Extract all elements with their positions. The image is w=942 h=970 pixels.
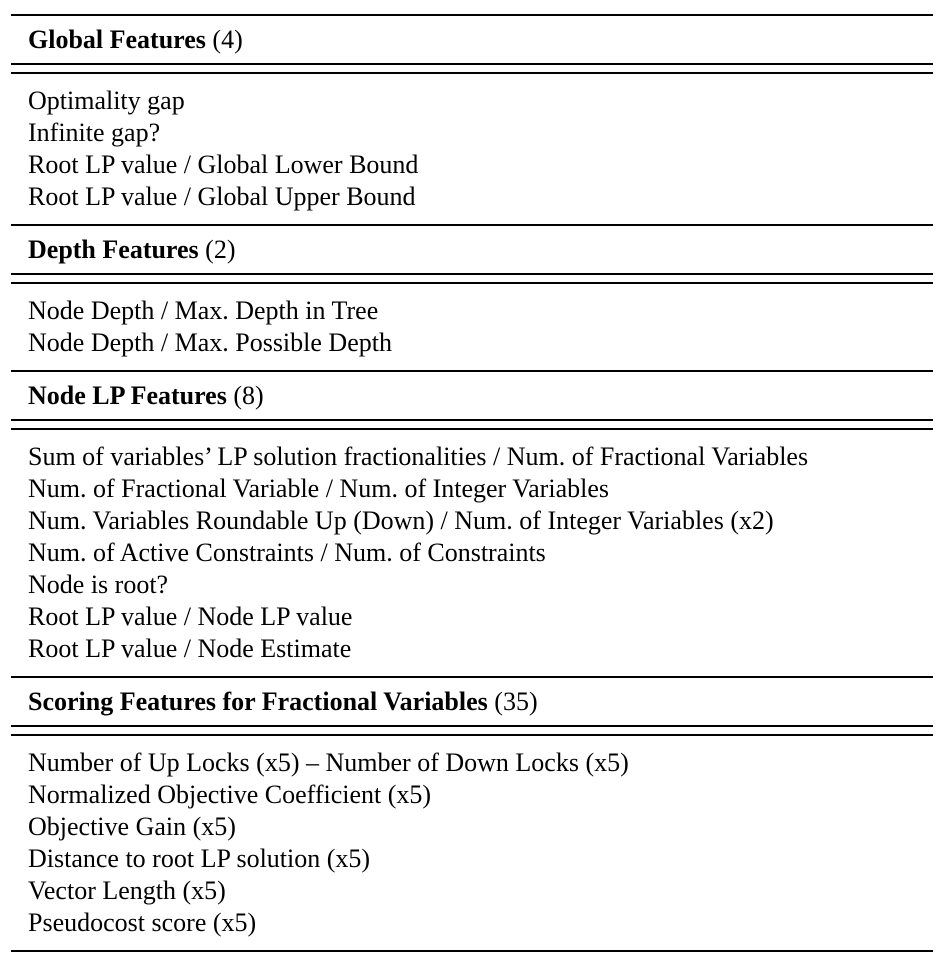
rule-gap [11,421,933,428]
rule-single-bottom [11,950,933,952]
section-body-node-lp [11,430,933,676]
rule-gap [11,727,933,734]
section-count: (35) [494,687,538,716]
section-count: (8) [233,381,264,410]
feature-item: Normalized Objective Coefficient (x5) [28,780,432,809]
feature-item: Infinite gap? [28,118,161,147]
feature-item: Number of Up Locks (x5) – Number of Down Locks (x5) [28,748,629,777]
feature-item: Num. Variables Roundable Up (Down) / Num. of Integer Variables (x2) [28,506,774,535]
section-title: Scoring Features for Fractional Variables [28,687,488,716]
rule-double [11,419,933,430]
section-title: Depth Features [28,235,199,264]
feature-item: Node is root? [28,570,169,599]
rule-double [11,725,933,736]
section-title: Global Features [28,25,206,54]
section-body-global [11,74,933,224]
feature-item: Objective Gain (x5) [28,812,236,841]
feature-item: Distance to root LP solution (x5) [28,844,371,873]
rule-double [11,273,933,284]
feature-item: Pseudocost score (x5) [28,908,257,937]
feature-item: Vector Length (x5) [28,876,226,905]
feature-item: Root LP value / Global Upper Bound [28,182,416,211]
section-header-scoring [11,678,933,725]
feature-item: Sum of variables’ LP solution fractionalities / Num. of Fractional Variables [28,442,809,471]
section-body-depth [11,284,933,370]
section-header-global [11,16,933,63]
section-header-node-lp [11,372,933,419]
section-count: (2) [205,235,236,264]
rule-gap [11,275,933,282]
section-title: Node LP Features [28,381,227,410]
feature-item: Num. of Active Constraints / Num. of Constraints [28,538,546,567]
feature-item: Node Depth / Max. Depth in Tree [28,296,379,325]
feature-item: Optimality gap [28,86,185,115]
feature-item: Root LP value / Node Estimate [28,634,352,663]
feature-item: Node Depth / Max. Possible Depth [28,328,392,357]
section-count: (4) [212,25,243,54]
section-header-depth [11,226,933,273]
feature-item: Root LP value / Node LP value [28,602,353,631]
rule-double [11,63,933,74]
section-body-scoring [11,736,933,950]
feature-item: Root LP value / Global Lower Bound [28,150,419,179]
rule-gap [11,65,933,72]
feature-item: Num. of Fractional Variable / Num. of Integer Variables [28,474,609,503]
